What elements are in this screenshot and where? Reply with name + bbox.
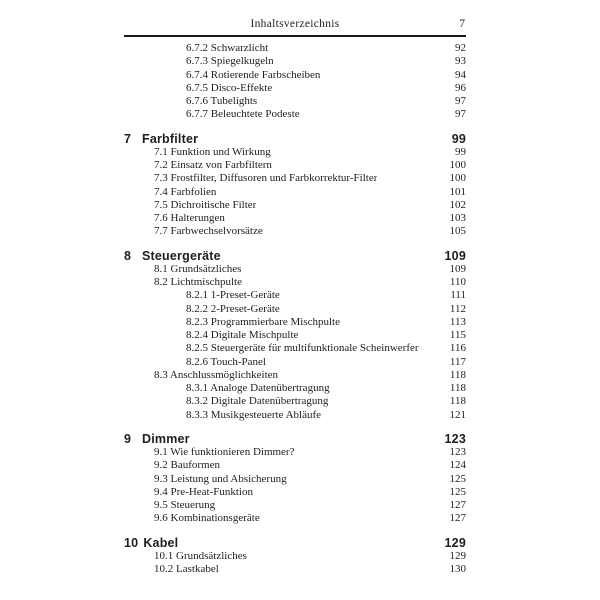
toc-entry <box>124 82 466 95</box>
toc-entry <box>124 486 466 499</box>
toc-entry-label: 7.2 Einsatz von Farbfiltern <box>154 159 272 171</box>
toc-section-0 <box>124 42 466 122</box>
toc-chapter-heading <box>124 433 466 446</box>
toc-entry-label: 9.2 Bauformen <box>154 459 220 472</box>
toc-entry-page: 116 <box>449 342 466 355</box>
toc-chapter-heading <box>124 133 466 146</box>
toc-entry-label: 9.4 Pre-Heat-Funktion <box>154 485 253 498</box>
toc-entry <box>124 512 466 525</box>
toc-entry-page: 97 <box>455 95 466 107</box>
table-of-contents <box>124 42 466 576</box>
toc-entry <box>124 446 466 459</box>
toc-entry <box>124 42 466 55</box>
toc-entry-label: 8.2.1 1-Preset-Geräte <box>186 289 280 302</box>
toc-entry <box>124 499 466 512</box>
toc-entry-label: 6.7.6 Tubelights <box>186 95 258 107</box>
toc-entry-label: 6.7.3 Spiegelkugeln <box>186 55 274 68</box>
toc-entry-page: 93 <box>455 55 466 68</box>
chapter-number: 9 <box>124 432 132 446</box>
toc-entry <box>124 55 466 68</box>
toc-entry <box>124 473 466 486</box>
toc-entry-page: 96 <box>455 81 466 94</box>
toc-entry-label: 9.6 Kombinationsgeräte <box>154 512 260 525</box>
toc-entry-label: 7.3 Frostfilter, Diffusoren und Farbkorrektur-Filter <box>154 172 378 185</box>
toc-entry-page: 113 <box>449 315 466 328</box>
toc-entry-label: 9.3 Leistung und Absicherung <box>154 472 287 485</box>
toc-entry-label: 8.1 Grundsätzliches <box>154 262 242 275</box>
toc-entry-label: 10.2 Lastkabel <box>154 563 219 575</box>
toc-entry-label: 9.1 Wie funktionieren Dimmer? <box>154 446 295 458</box>
toc-entry-label: 8.3 Anschlussmöglichkeiten <box>154 368 279 381</box>
toc-entry-page: 125 <box>449 485 466 498</box>
toc-entry-page: 92 <box>455 42 466 54</box>
toc-entry-label: 7.7 Farbwechselvorsätze <box>154 225 263 238</box>
toc-entry <box>124 95 466 108</box>
toc-entry-page: 124 <box>449 459 466 472</box>
toc-entry <box>124 459 466 472</box>
toc-entry-label: 7.5 Dichroitische Filter <box>154 198 257 211</box>
chapter-number: 8 <box>124 249 132 263</box>
toc-entry-label: 6.7.5 Disco-Effekte <box>186 81 273 94</box>
toc-entry <box>124 316 466 329</box>
toc-entry-page: 110 <box>449 276 466 288</box>
toc-chapter-heading-label <box>124 250 221 263</box>
toc-entry-page: 102 <box>449 198 466 211</box>
toc-section-4 <box>124 537 466 577</box>
toc-entry-page: 111 <box>450 289 466 302</box>
toc-entry-page: 127 <box>449 512 466 525</box>
toc-chapter-heading-page: 129 <box>444 535 466 550</box>
toc-entry-label: 8.3.1 Analoge Datenübertragung <box>186 382 330 394</box>
toc-entry <box>124 329 466 342</box>
toc-entry-page: 94 <box>455 68 466 81</box>
toc-entry-page: 100 <box>449 172 466 185</box>
toc-chapter-heading-page: 109 <box>444 248 466 263</box>
chapter-title: Farbfilter <box>142 132 199 146</box>
toc-entry-page: 99 <box>455 145 466 158</box>
toc-entry-page: 130 <box>449 563 466 575</box>
toc-entry-page: 118 <box>449 368 466 381</box>
toc-chapter-heading-page: 123 <box>444 431 466 446</box>
toc-entry-label: 8.3.3 Musikgesteuerte Abläufe <box>186 408 322 421</box>
toc-entry-page: 129 <box>449 549 466 562</box>
toc-entry-label: 7.6 Halterungen <box>154 212 225 224</box>
toc-entry-label: 8.2.5 Steuergeräte für multifunktionale Scheinwerfer <box>186 342 419 355</box>
toc-entry-page: 117 <box>449 355 466 368</box>
running-head <box>124 17 466 32</box>
toc-section-2 <box>124 250 466 422</box>
toc-entry <box>124 550 466 563</box>
toc-entry-label: 8.2 Lichtmischpulte <box>154 276 242 288</box>
toc-entry <box>124 69 466 82</box>
header-rule <box>124 35 466 37</box>
toc-chapter-heading <box>124 537 466 550</box>
toc-entry <box>124 563 466 576</box>
toc-entry <box>124 263 466 276</box>
toc-entry-label: 8.2.6 Touch-Panel <box>186 355 266 368</box>
running-head-page-number: 7 <box>459 18 465 30</box>
toc-entry <box>124 356 466 369</box>
toc-chapter-heading-label <box>124 133 198 146</box>
toc-chapter-heading-page: 99 <box>451 131 466 146</box>
toc-entry-label: 8.2.2 2-Preset-Geräte <box>186 302 280 315</box>
toc-entry <box>124 395 466 408</box>
toc-chapter-heading <box>124 250 466 263</box>
toc-entry <box>124 342 466 355</box>
toc-entry-page: 97 <box>455 108 466 121</box>
toc-entry <box>124 199 466 212</box>
running-head-title: Inhaltsverzeichnis <box>250 18 340 30</box>
toc-entry-label: 7.4 Farbfolien <box>154 185 217 198</box>
toc-entry <box>124 276 466 289</box>
toc-entry <box>124 289 466 302</box>
toc-entry-label: 6.7.4 Rotierende Farbscheiben <box>186 68 321 81</box>
toc-entry-page: 121 <box>449 408 466 421</box>
toc-entry-page: 125 <box>449 472 466 485</box>
toc-entry <box>124 146 466 159</box>
toc-entry <box>124 382 466 395</box>
toc-entry-label: 8.3.2 Digitale Datenübertragung <box>186 395 329 408</box>
toc-entry-label: 8.2.4 Digitale Mischpulte <box>186 329 299 341</box>
toc-entry <box>124 186 466 199</box>
toc-entry <box>124 369 466 382</box>
toc-entry <box>124 212 466 225</box>
chapter-number: 10 <box>124 536 139 550</box>
toc-section-3 <box>124 433 466 526</box>
toc-entry <box>124 108 466 121</box>
toc-entry-label: 9.5 Steuerung <box>154 499 216 511</box>
toc-entry-page: 100 <box>449 159 466 171</box>
toc-entry-page: 127 <box>449 499 466 511</box>
toc-entry <box>124 303 466 316</box>
chapter-title: Steuergeräte <box>142 249 221 263</box>
toc-entry-page: 103 <box>449 212 466 224</box>
toc-entry-page: 112 <box>449 302 466 315</box>
toc-chapter-heading-label <box>124 537 178 550</box>
chapter-title: Dimmer <box>142 432 190 446</box>
toc-entry-page: 118 <box>449 382 466 394</box>
toc-entry-page: 109 <box>449 262 466 275</box>
toc-entry-page: 105 <box>449 225 466 238</box>
toc-entry-page: 123 <box>449 446 466 458</box>
toc-chapter-heading-label <box>124 433 190 446</box>
toc-entry-label: 8.2.3 Programmierbare Mischpulte <box>186 315 340 328</box>
toc-entry-label: 10.1 Grundsätzliches <box>154 549 247 562</box>
toc-entry-label: 7.1 Funktion und Wirkung <box>154 145 271 158</box>
toc-entry <box>124 172 466 185</box>
toc-entry-page: 118 <box>449 395 466 408</box>
toc-entry-page: 115 <box>449 329 466 341</box>
toc-section-1 <box>124 133 466 239</box>
chapter-title: Kabel <box>143 536 179 550</box>
chapter-number: 7 <box>124 132 132 146</box>
toc-entry-page: 101 <box>449 185 466 198</box>
toc-entry-label: 6.7.7 Beleuchtete Podeste <box>186 108 300 121</box>
toc-entry <box>124 225 466 238</box>
toc-entry <box>124 159 466 172</box>
toc-entry <box>124 409 466 422</box>
toc-entry-label: 6.7.2 Schwarzlicht <box>186 42 269 54</box>
